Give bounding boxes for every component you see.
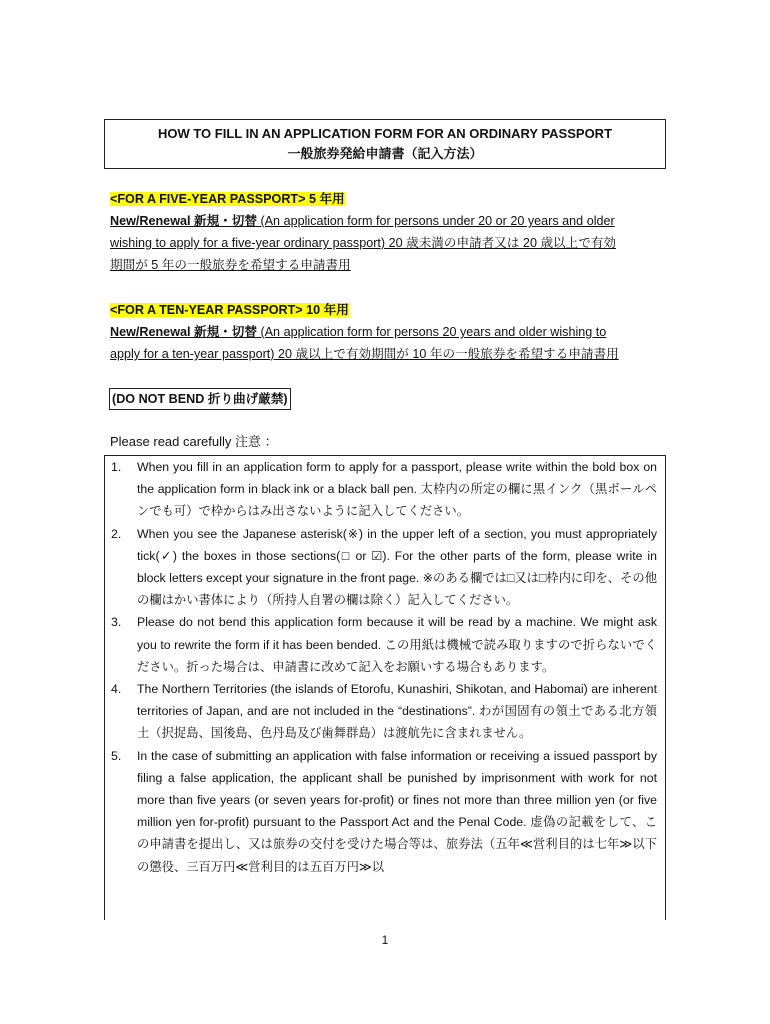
- five-year-desc-line3: 期間が 5 年の一般旅券を希望する申請書用: [110, 258, 351, 272]
- read-carefully-label: Please read carefully 注意 ：: [110, 434, 278, 449]
- item-text: When you fill in an application form to apply for a passport, please write within the bold box on the application form in black ink or a black ball pen. 太枠内の所定の欄に黒インク（黒ボールペンでも可）で枠からはみ出さないように記入してください。: [137, 460, 657, 519]
- ten-year-type-label: New/Renewal 新規・切替: [110, 325, 257, 339]
- instruction-item: [105, 523, 665, 612]
- five-year-section: [110, 188, 662, 276]
- instruction-item: [105, 456, 665, 523]
- item-number: 2.: [111, 526, 122, 541]
- item-text: Please do not bend this application form because it will be read by a machine. We might ask you to rewrite the form if it has been bended. この用紙は機械で読み取りますので折らないでください。折った場合は、申請書に改めて記入をお願いする場合もあります。: [137, 615, 657, 674]
- ten-year-desc-line1: (An application form for persons 20 years and older wishing to: [256, 325, 607, 339]
- item-number: 1.: [111, 460, 122, 474]
- item-number: 4.: [111, 682, 122, 697]
- item-text: In the case of submitting an application with false information or receiving a issued passport by filing a false application, the applicant shall be punished by imprisonment with work for not more than five years (or seven years for-profit) or fines not more than three million yen (or five million yen for-profit) pursuant to the Passport Act and the Penal Code. 虚偽の記載をして、この申請書を提出し、又は旅券の交付を受けた場合等は、旅券法（五年≪営利目的は七年≫以下の懲役、三百万円≪営利目的は五百万円≫以: [137, 748, 657, 874]
- item-text: When you see the Japanese asterisk(※) in the upper left of a section, you must appropriately tick(✓) the boxes in those sections(□ or ☑). For the other parts of the form, please write in block letters except your signature in the front page. ※のある欄では□又は□枠内に印を、その他の欄はかい書体により（所持人自署の欄は除く）記入してください。: [137, 526, 657, 608]
- title-english: HOW TO FILL IN AN APPLICATION FORM FOR AN ORDINARY PASSPORT: [157, 126, 613, 141]
- item-number: 3.: [111, 615, 122, 630]
- instruction-item: [105, 745, 665, 878]
- item-number: 5.: [111, 748, 122, 763]
- ten-year-section: [110, 299, 662, 365]
- title-box: [104, 119, 666, 169]
- five-year-desc-line1: (An application form for persons under 20 or 20 years and older: [256, 214, 615, 228]
- instruction-item: [105, 611, 665, 678]
- item-text: The Northern Territories (the islands of Etorofu, Kunashiri, Shikotan, and Habomai) are inherent territories of Japan, and are not included in the “destinations”. わが国固有の領土である北方領土（択捉島、国後島、色丹島及び歯舞群島）は渡航先に含まれません。: [137, 682, 657, 741]
- five-year-heading: <FOR A FIVE-YEAR PASSPORT> 5 年用: [110, 192, 345, 206]
- do-not-bend-notice: (DO NOT BEND 折り曲げ厳禁): [109, 388, 291, 410]
- five-year-desc-line2: wishing to apply for a five-year ordinary passport) 20 歳未満の申請者又は 20 歳以上で有効: [110, 236, 617, 250]
- ten-year-heading: <FOR A TEN-YEAR PASSPORT> 10 年用: [110, 303, 349, 317]
- page-number: 1: [381, 933, 389, 947]
- ten-year-desc-line2: apply for a ten-year passport) 20 歳以上で有効期間が 10 年の一般旅券を希望する申請書用: [110, 347, 619, 361]
- title-japanese: 一般旅券発給申請書（記入方法）: [287, 146, 483, 161]
- instructions-box: [104, 455, 666, 920]
- five-year-type-label: New/Renewal 新規・切替: [110, 214, 257, 228]
- instruction-item: [105, 678, 665, 745]
